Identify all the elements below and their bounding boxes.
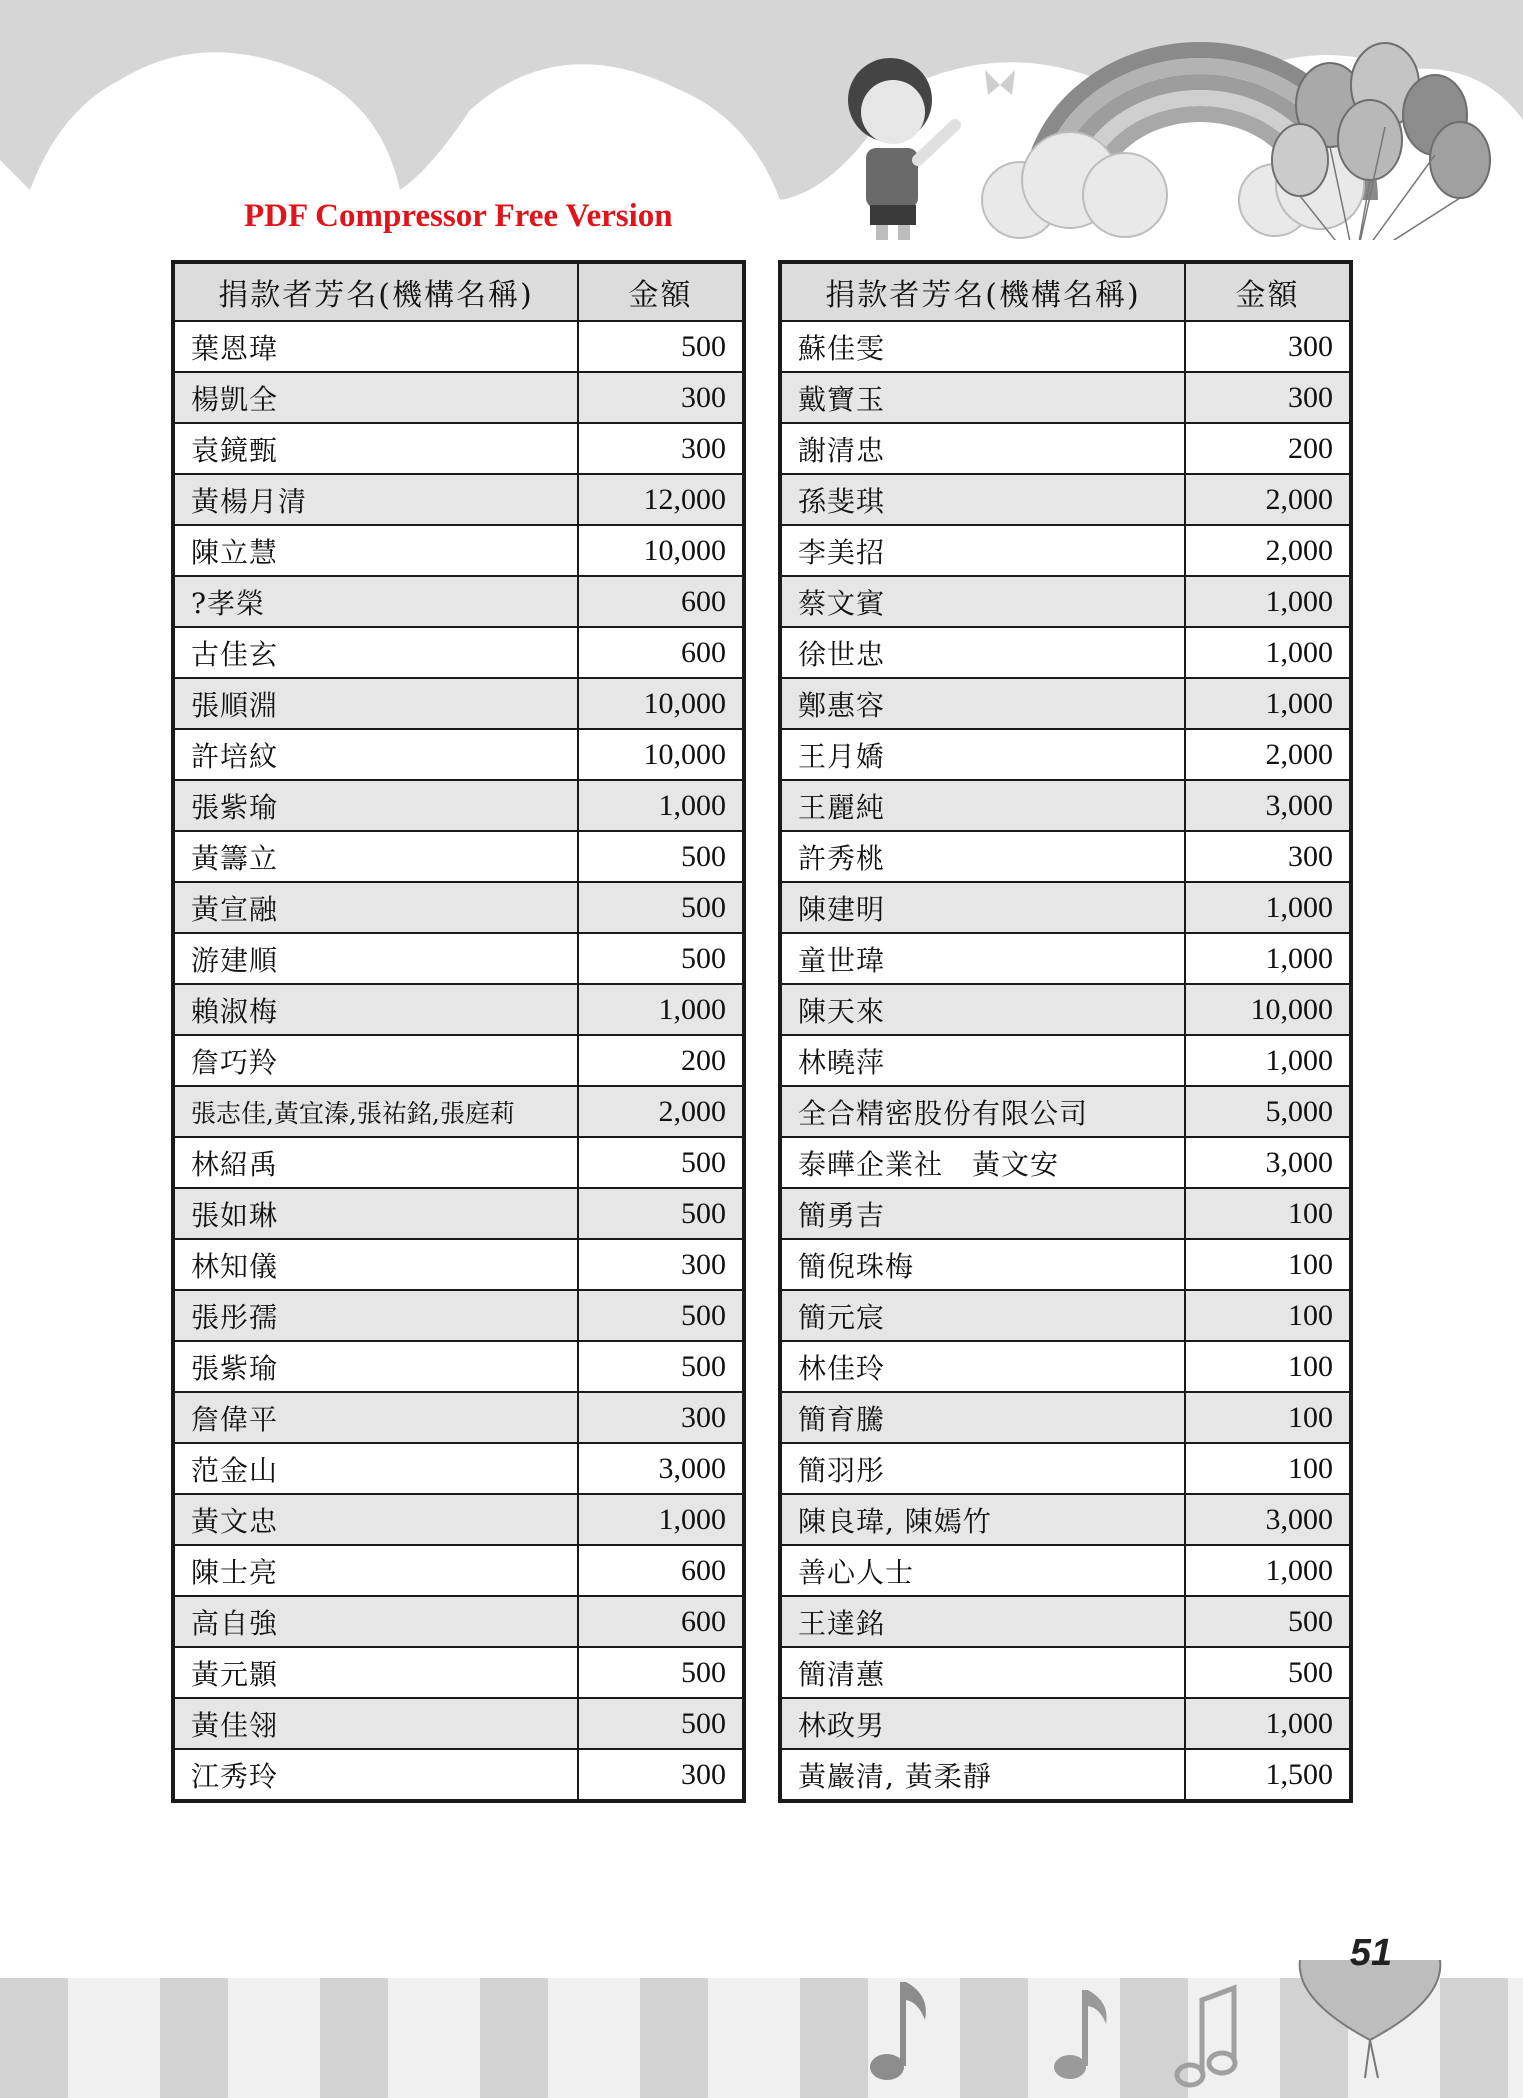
- table-row: [780, 1239, 1351, 1290]
- donation-amount: 300: [1185, 321, 1351, 372]
- table-row: [173, 678, 744, 729]
- table-row: [173, 576, 744, 627]
- donor-name: 王達銘: [780, 1596, 1185, 1647]
- table-row: [173, 423, 744, 474]
- donation-amount: 600: [578, 1596, 744, 1647]
- donor-name: 蔡文賓: [780, 576, 1185, 627]
- donor-name: 張彤孺: [173, 1290, 578, 1341]
- donor-name: 林曉萍: [780, 1035, 1185, 1086]
- donor-name: 許培紋: [173, 729, 578, 780]
- donation-amount: 600: [578, 627, 744, 678]
- table-row: [173, 1545, 744, 1596]
- donation-amount: 500: [578, 1341, 744, 1392]
- watermark-text: PDF Compressor Free Version: [244, 198, 673, 234]
- donation-amount: 500: [578, 1290, 744, 1341]
- donor-name: 黃文忠: [173, 1494, 578, 1545]
- table-row: [173, 1137, 744, 1188]
- table-row: [173, 729, 744, 780]
- table-row: [780, 576, 1351, 627]
- table-header-row: [173, 262, 744, 321]
- name-column-header: 捐款者芳名(機構名稱): [173, 262, 578, 321]
- donor-name: 陳天來: [780, 984, 1185, 1035]
- donation-amount: 1,000: [578, 780, 744, 831]
- donor-name: 蘇佳雯: [780, 321, 1185, 372]
- table-row: [173, 372, 744, 423]
- table-row: [780, 1596, 1351, 1647]
- donor-name: 葉恩瑋: [173, 321, 578, 372]
- donation-amount: 10,000: [578, 729, 744, 780]
- donor-name: 徐世忠: [780, 627, 1185, 678]
- donor-name: 詹偉平: [173, 1392, 578, 1443]
- table-row: [173, 882, 744, 933]
- table-row: [780, 780, 1351, 831]
- donation-amount: 100: [1185, 1188, 1351, 1239]
- top-decoration: [0, 0, 1523, 240]
- donor-name: 林知儀: [173, 1239, 578, 1290]
- donor-name: 古佳玄: [173, 627, 578, 678]
- donation-amount: 500: [578, 831, 744, 882]
- donor-name: 張紫瑜: [173, 1341, 578, 1392]
- donation-amount: 500: [1185, 1647, 1351, 1698]
- donor-name: 林政男: [780, 1698, 1185, 1749]
- donation-amount: 600: [578, 1545, 744, 1596]
- donor-name: 詹巧羚: [173, 1035, 578, 1086]
- donation-amount: 3,000: [1185, 780, 1351, 831]
- donation-amount: 1,000: [1185, 1545, 1351, 1596]
- donor-name: 林佳玲: [780, 1341, 1185, 1392]
- donation-amount: 500: [578, 1698, 744, 1749]
- donor-table-left: [171, 260, 746, 1803]
- donor-name: 善心人士: [780, 1545, 1185, 1596]
- donor-name: 黃巖清, 黃柔靜: [780, 1749, 1185, 1801]
- table-row: [173, 1086, 744, 1137]
- table-row: [173, 1647, 744, 1698]
- table-row: [780, 1392, 1351, 1443]
- donor-name: 童世瑋: [780, 933, 1185, 984]
- donation-amount: 600: [578, 576, 744, 627]
- donation-amount: 500: [578, 882, 744, 933]
- donor-name: 泰曄企業社 黃文安: [780, 1137, 1185, 1188]
- donor-name: 陳立慧: [173, 525, 578, 576]
- donation-amount: 3,000: [578, 1443, 744, 1494]
- donation-amount: 3,000: [1185, 1494, 1351, 1545]
- donation-amount: 10,000: [1185, 984, 1351, 1035]
- donation-amount: 300: [578, 423, 744, 474]
- donor-name: 張志佳,黃宜溱,張祐銘,張庭莉: [173, 1086, 578, 1137]
- donor-name: 黃宣融: [173, 882, 578, 933]
- donation-amount: 1,000: [1185, 627, 1351, 678]
- table-row: [780, 1647, 1351, 1698]
- table-row: [780, 882, 1351, 933]
- table-row: [780, 1494, 1351, 1545]
- table-row: [780, 1698, 1351, 1749]
- donation-amount: 500: [578, 321, 744, 372]
- table-row: [173, 1494, 744, 1545]
- donation-amount: 1,000: [1185, 882, 1351, 933]
- donation-amount: 12,000: [578, 474, 744, 525]
- table-row: [780, 627, 1351, 678]
- donation-amount: 500: [1185, 1596, 1351, 1647]
- donation-amount: 100: [1185, 1392, 1351, 1443]
- donor-name: 簡倪珠梅: [780, 1239, 1185, 1290]
- donor-name: 許秀桃: [780, 831, 1185, 882]
- donation-amount: 2,000: [1185, 525, 1351, 576]
- table-row: [780, 933, 1351, 984]
- donation-amount: 1,000: [1185, 1035, 1351, 1086]
- donor-name: 林紹禹: [173, 1137, 578, 1188]
- table-row: [173, 1341, 744, 1392]
- donor-name: 黃佳翎: [173, 1698, 578, 1749]
- donation-amount: 300: [578, 372, 744, 423]
- donation-amount: 10,000: [578, 678, 744, 729]
- table-row: [173, 525, 744, 576]
- table-row: [780, 1443, 1351, 1494]
- table-row: [173, 1443, 744, 1494]
- table-row: [780, 1290, 1351, 1341]
- donation-amount: 100: [1185, 1443, 1351, 1494]
- donation-amount: 1,000: [578, 984, 744, 1035]
- table-row: [780, 1341, 1351, 1392]
- donation-amount: 300: [578, 1239, 744, 1290]
- donor-name: 王麗純: [780, 780, 1185, 831]
- donation-amount: 200: [1185, 423, 1351, 474]
- donor-name: 楊凱全: [173, 372, 578, 423]
- donor-name: 鄭惠容: [780, 678, 1185, 729]
- donor-name: 陳良瑋, 陳嫣竹: [780, 1494, 1185, 1545]
- donor-name: 高自強: [173, 1596, 578, 1647]
- table-row: [173, 984, 744, 1035]
- donation-amount: 300: [578, 1749, 744, 1801]
- table-row: [173, 321, 744, 372]
- donor-name: 賴淑梅: [173, 984, 578, 1035]
- donation-amount: 1,000: [1185, 1698, 1351, 1749]
- donation-amount: 500: [578, 1647, 744, 1698]
- donation-amount: 500: [578, 1188, 744, 1239]
- donation-amount: 100: [1185, 1341, 1351, 1392]
- name-column-header: 捐款者芳名(機構名稱): [780, 262, 1185, 321]
- table-row: [173, 1188, 744, 1239]
- table-row: [780, 525, 1351, 576]
- donation-amount: 1,000: [578, 1494, 744, 1545]
- donor-name: ?孝榮: [173, 576, 578, 627]
- page-number: 51: [1349, 1932, 1393, 1974]
- table-row: [173, 1239, 744, 1290]
- table-row: [780, 1137, 1351, 1188]
- donor-name: 張紫瑜: [173, 780, 578, 831]
- donation-amount: 300: [1185, 372, 1351, 423]
- table-row: [173, 1749, 744, 1801]
- donor-name: 袁鏡甄: [173, 423, 578, 474]
- table-row: [173, 1035, 744, 1086]
- table-row: [780, 321, 1351, 372]
- donation-amount: 2,000: [578, 1086, 744, 1137]
- table-row: [780, 729, 1351, 780]
- donation-amount: 100: [1185, 1239, 1351, 1290]
- donation-amount: 2,000: [1185, 474, 1351, 525]
- table-row: [173, 780, 744, 831]
- donor-name: 張順淵: [173, 678, 578, 729]
- table-row: [780, 372, 1351, 423]
- donor-name: 簡育騰: [780, 1392, 1185, 1443]
- donor-name: 王月嬌: [780, 729, 1185, 780]
- donation-amount: 2,000: [1185, 729, 1351, 780]
- table-row: [780, 678, 1351, 729]
- table-row: [173, 933, 744, 984]
- donor-name: 張如琳: [173, 1188, 578, 1239]
- table-row: [780, 984, 1351, 1035]
- donor-name: 黃楊月清: [173, 474, 578, 525]
- donor-name: 簡元宸: [780, 1290, 1185, 1341]
- table-row: [173, 1698, 744, 1749]
- donation-amount: 1,000: [1185, 576, 1351, 627]
- donor-name: 全合精密股份有限公司: [780, 1086, 1185, 1137]
- table-row: [173, 831, 744, 882]
- table-row: [780, 474, 1351, 525]
- table-row: [780, 1188, 1351, 1239]
- donation-amount: 100: [1185, 1290, 1351, 1341]
- donor-name: 謝清忠: [780, 423, 1185, 474]
- table-row: [780, 1035, 1351, 1086]
- donation-amount: 300: [1185, 831, 1351, 882]
- donation-amount: 200: [578, 1035, 744, 1086]
- bottom-decoration: [0, 1960, 1523, 2098]
- table-row: [173, 1392, 744, 1443]
- donation-amount: 500: [578, 933, 744, 984]
- table-row: [780, 1545, 1351, 1596]
- donor-name: 黃元顥: [173, 1647, 578, 1698]
- donation-amount: 5,000: [1185, 1086, 1351, 1137]
- donor-name: 簡清蕙: [780, 1647, 1185, 1698]
- table-row: [780, 423, 1351, 474]
- donor-name: 陳士亮: [173, 1545, 578, 1596]
- amount-column-header: 金額: [1185, 262, 1351, 321]
- donor-name: 江秀玲: [173, 1749, 578, 1801]
- donor-name: 游建順: [173, 933, 578, 984]
- table-row: [780, 831, 1351, 882]
- donation-amount: 500: [578, 1137, 744, 1188]
- donation-amount: 300: [578, 1392, 744, 1443]
- donation-amount: 1,000: [1185, 933, 1351, 984]
- amount-column-header: 金額: [578, 262, 744, 321]
- donor-name: 李美招: [780, 525, 1185, 576]
- table-header-row: [780, 262, 1351, 321]
- donor-name: 黃籌立: [173, 831, 578, 882]
- donation-amount: 10,000: [578, 525, 744, 576]
- table-row: [173, 474, 744, 525]
- donor-name: 范金山: [173, 1443, 578, 1494]
- donor-table-right: [778, 260, 1353, 1803]
- table-row: [780, 1086, 1351, 1137]
- table-row: [173, 627, 744, 678]
- donor-name: 孫斐琪: [780, 474, 1185, 525]
- table-row: [173, 1596, 744, 1647]
- donor-name: 簡羽彤: [780, 1443, 1185, 1494]
- donation-amount: 3,000: [1185, 1137, 1351, 1188]
- table-row: [780, 1749, 1351, 1801]
- donation-amount: 1,500: [1185, 1749, 1351, 1801]
- donor-name: 戴寶玉: [780, 372, 1185, 423]
- donation-amount: 1,000: [1185, 678, 1351, 729]
- donor-name: 簡勇吉: [780, 1188, 1185, 1239]
- table-row: [173, 1290, 744, 1341]
- donor-name: 陳建明: [780, 882, 1185, 933]
